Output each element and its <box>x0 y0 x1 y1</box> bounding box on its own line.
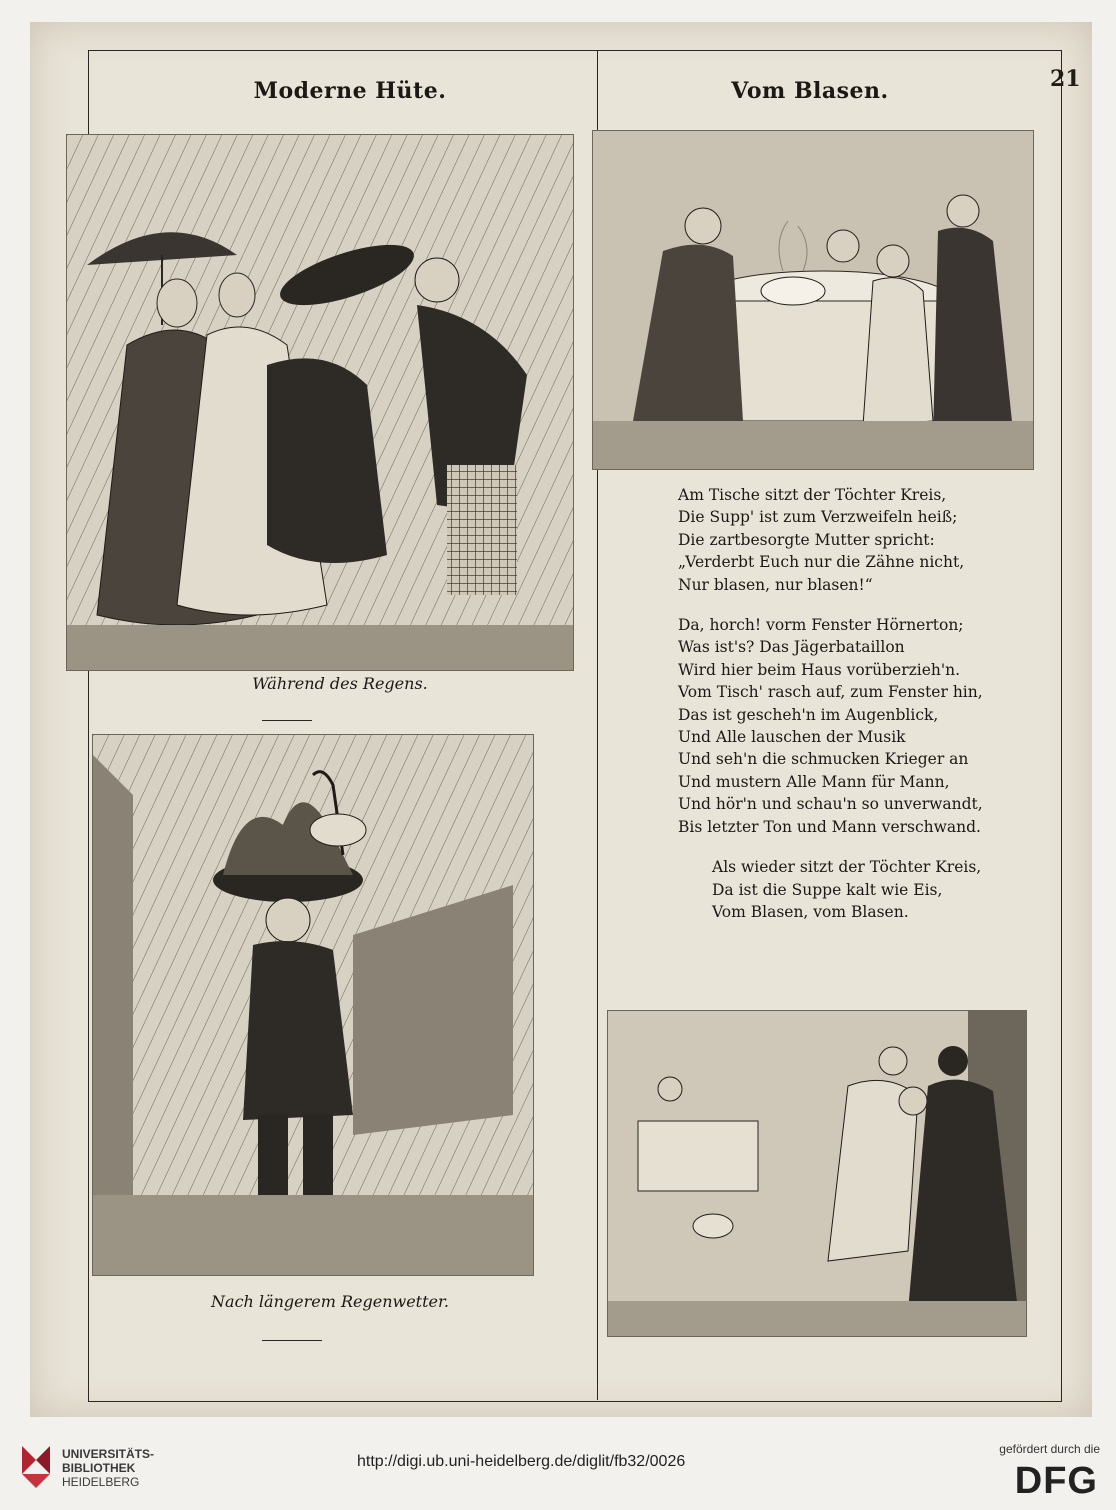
illustration-soup-scene <box>592 130 1034 470</box>
stork-hat-rain-scene-icon <box>93 735 533 1275</box>
poem-line: Am Tische sitzt der Töchter Kreis, <box>678 486 947 504</box>
poem-line: Als wieder sitzt der Töchter Kreis, <box>712 858 982 877</box>
poem-line: Und seh'n die schmucken Krieger an <box>678 750 969 769</box>
institution-line: UNIVERSITÄTS- <box>62 1447 155 1461</box>
footer-bar <box>0 1430 1116 1510</box>
poem-line: Wird hier beim Haus vorüberzieh'n. <box>678 660 961 679</box>
institution-name <box>62 1447 154 1489</box>
women-at-window-scene-icon <box>608 1011 1026 1336</box>
institution-line: HEIDELBERG <box>62 1475 140 1489</box>
funding-label: gefördert durch die <box>999 1442 1100 1456</box>
family-soup-table-scene-icon <box>593 131 1033 469</box>
left-title: Moderne Hüte. <box>253 78 447 104</box>
right-title: Vom Blasen. <box>731 78 889 104</box>
rain-umbrella-hat-scene-icon <box>67 135 573 670</box>
poem-line: Und mustern Alle Mann für Mann, <box>678 772 950 791</box>
caption-rain: Während des Regens. <box>252 674 428 693</box>
poem-line: Die Supp' ist zum Verzweifeln heiß; <box>678 508 958 527</box>
dfg-logo: DFG <box>1014 1460 1098 1502</box>
poem-line: Und hör'n und schau'n so unverwandt, <box>678 795 983 814</box>
poem-line: Bis letzter Ton und Mann verschwand. <box>678 817 981 836</box>
illustration-stork-scene <box>92 734 534 1276</box>
institution-line: BIBLIOTHEK <box>62 1461 136 1475</box>
permalink-url[interactable]: http://digi.ub.uni-heidelberg.de/diglit/fb32/0026 <box>357 1453 686 1470</box>
stanza-gap <box>678 838 983 856</box>
scanned-page <box>30 22 1092 1417</box>
poem-line: Da ist die Suppe kalt wie Eis, <box>712 880 943 899</box>
illustration-rain-scene <box>66 134 574 671</box>
poem-line: Da, horch! vorm Fenster Hörnerton; <box>678 616 964 635</box>
caption-rule <box>262 720 312 721</box>
poem-line: Vom Tisch' rasch auf, zum Fenster hin, <box>678 683 983 702</box>
caption-stork: Nach längerem Regenwetter. <box>211 1292 449 1311</box>
poem-line: Die zartbesorgte Mutter spricht: <box>678 530 935 549</box>
caption-rule-2 <box>262 1340 322 1341</box>
poem-line: „Verderbt Euch nur die Zähne nicht, <box>678 553 965 572</box>
poem-line: Was ist's? Das Jägerbataillon <box>678 638 905 657</box>
poem-line: Das ist gescheh'n im Augenblick, <box>678 705 939 724</box>
university-library-logo-icon <box>16 1442 56 1494</box>
poem-line: Nur blasen, nur blasen!“ <box>678 575 873 594</box>
stanza-gap <box>678 596 983 614</box>
poem-line: Und Alle lauschen der Musik <box>678 728 906 747</box>
page-number: 21 <box>1050 66 1081 92</box>
illustration-window-scene <box>607 1010 1027 1337</box>
poem-line: Vom Blasen, vom Blasen. <box>712 902 909 921</box>
poem-vom-blasen <box>678 484 983 923</box>
